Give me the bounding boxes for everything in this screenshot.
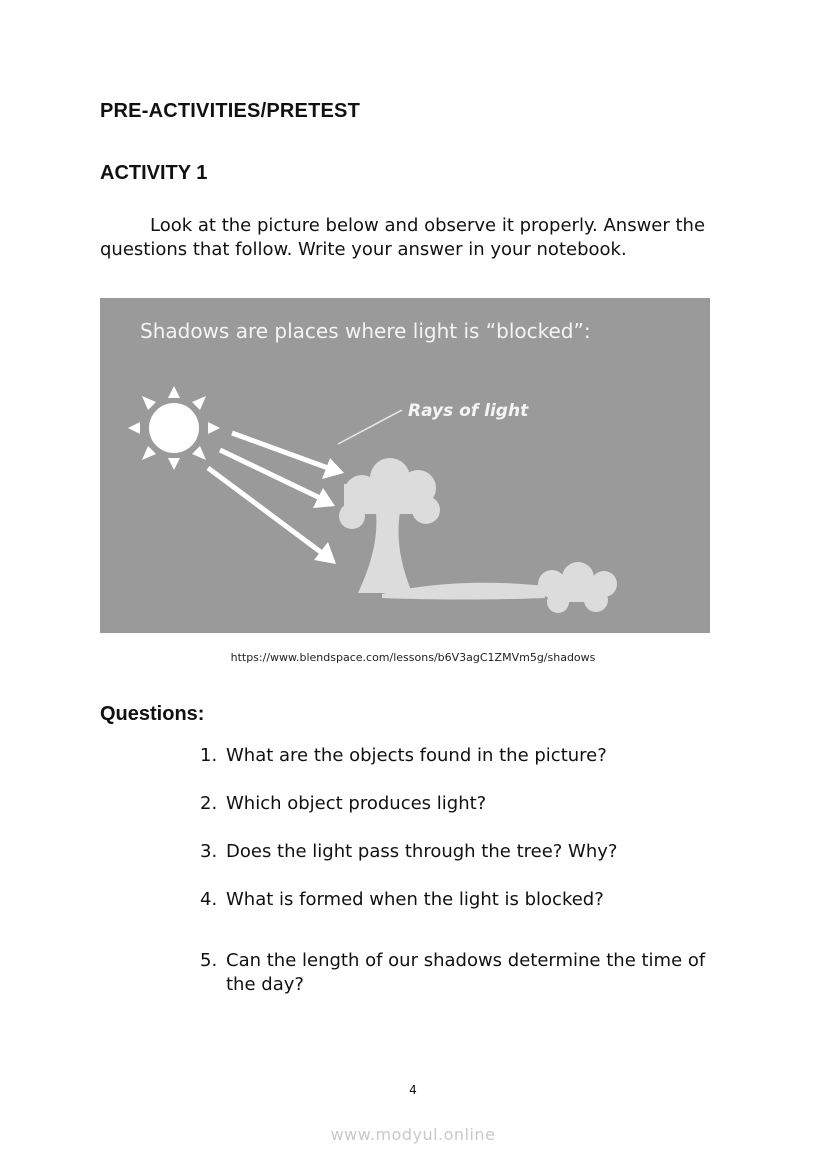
shadow-illustration [100, 298, 710, 633]
question-item [200, 888, 740, 912]
question-text: What is formed when the light is blocked? [226, 889, 604, 910]
question-item [200, 744, 740, 768]
question-text: Does the light pass through the tree? Why? [226, 841, 618, 862]
question-number: 2. [200, 793, 218, 814]
question-number: 5. [200, 950, 218, 971]
questions-heading: Questions: [100, 703, 205, 725]
question-item [200, 792, 740, 816]
question-text: Can the length of our shadows determine the time of the day? [226, 950, 706, 995]
watermark: www.modyul.online [330, 1125, 496, 1144]
activity-title: ACTIVITY 1 [100, 162, 208, 184]
instructions-text: Look at the picture below and observe it properly. Answer the questions that follow. Write your answer in your notebook. [100, 215, 706, 260]
question-number: 4. [200, 889, 218, 910]
question-item [200, 949, 740, 997]
question-text: Which object produces light? [226, 793, 487, 814]
question-item [200, 840, 740, 864]
question-text: What are the objects found in the picture? [226, 745, 607, 766]
page-number: 4 [409, 1083, 417, 1097]
image-source-link[interactable]: https://www.blendspace.com/lessons/b6V3agC1ZMVm5g/shadows [230, 651, 596, 664]
page-heading: PRE-ACTIVITIES/PRETEST [100, 100, 360, 122]
question-number: 1. [200, 745, 218, 766]
rays-label: Rays of light [408, 401, 529, 421]
question-number: 3. [200, 841, 218, 862]
figure-caption: Shadows are places where light is “blocked”: [140, 319, 591, 343]
